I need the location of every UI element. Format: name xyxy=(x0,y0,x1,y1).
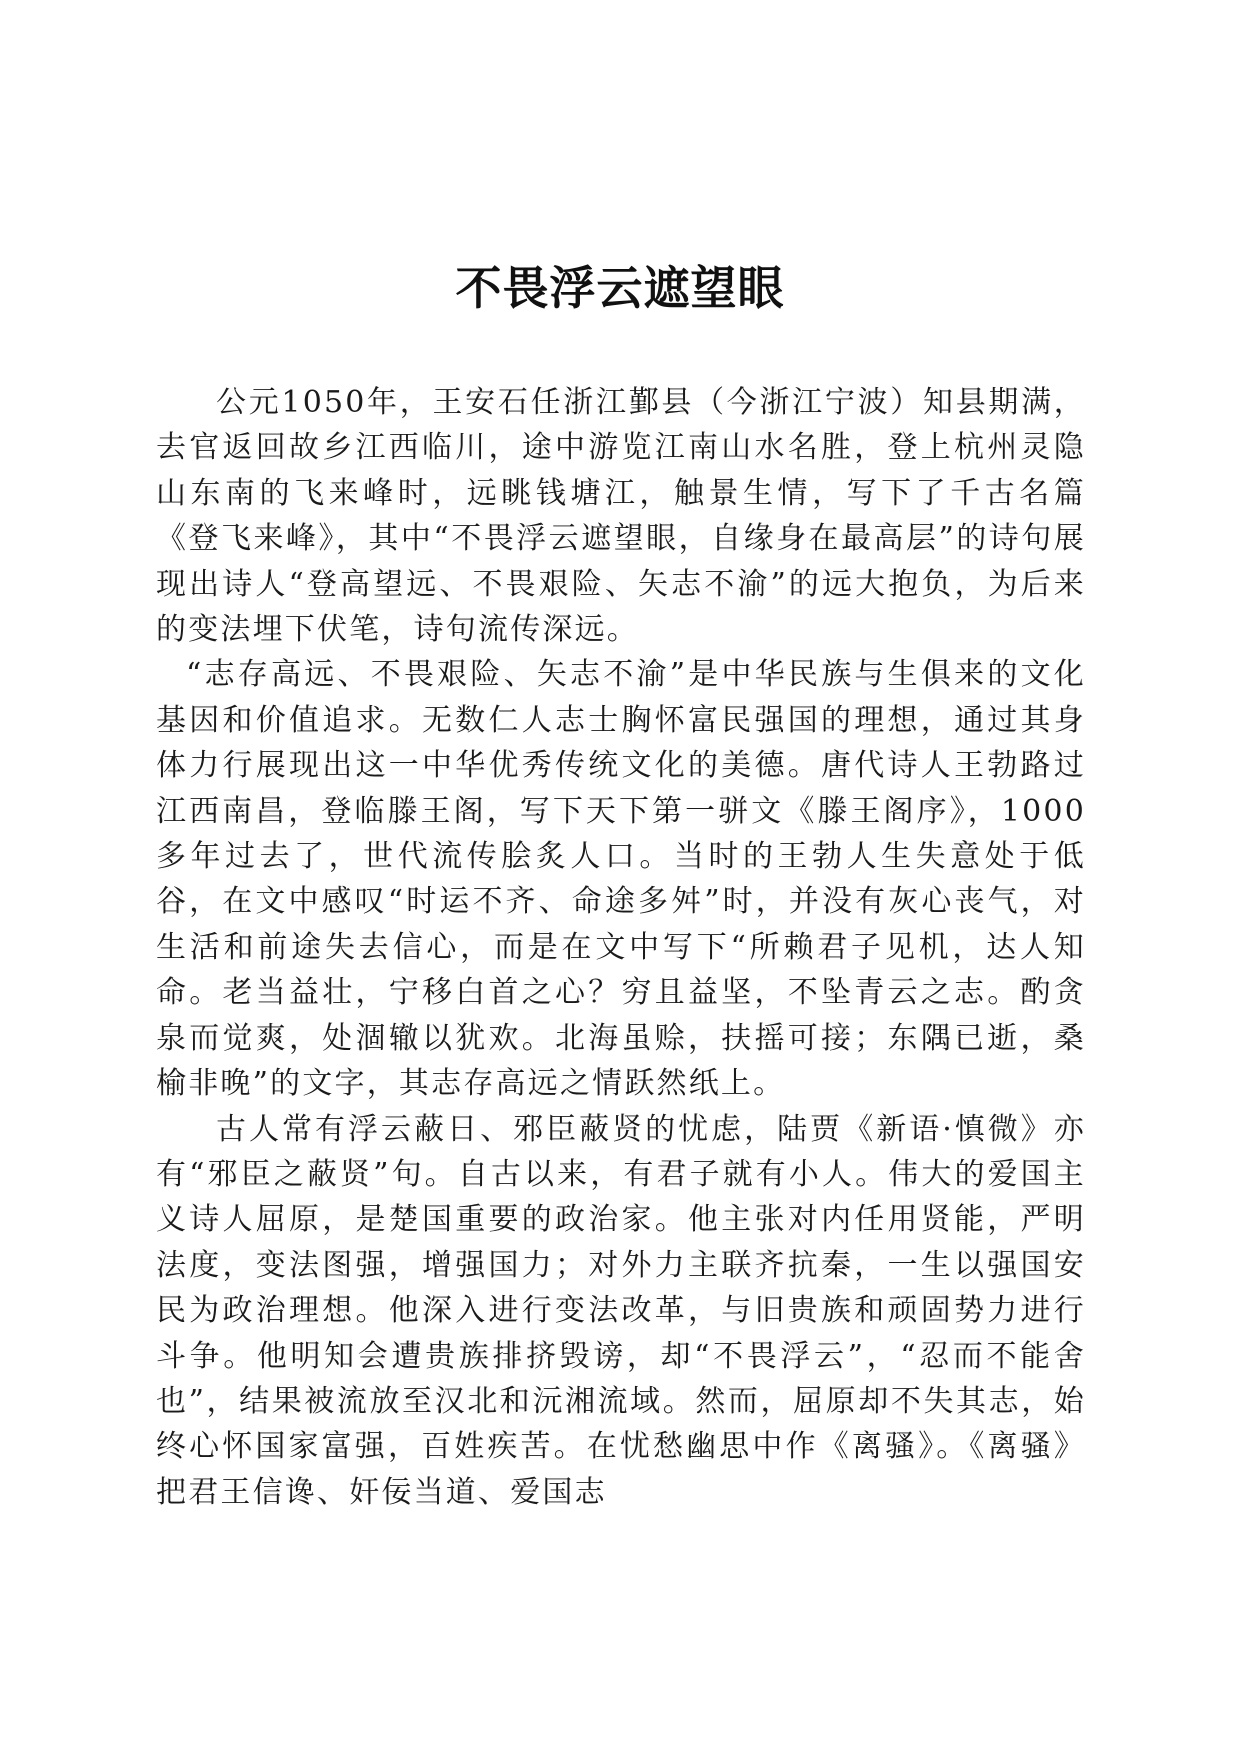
document-body xyxy=(156,380,1086,1515)
document-title: 不畏浮云遮望眼 xyxy=(455,261,785,315)
paragraph-3: 古人常有浮云蔽日、邪臣蔽贤的忧虑，陆贾《新语·慎微》亦有“邪臣之蔽贤”句。自古以来，有君子就有小人。伟大的爱国主义诗人屈原，是楚国重要的政治家。他主张对内任用贤能，严明法度，变法图强，增强国力；对外力主联齐抗秦，一生以强国安民为政治理想。他深入进行变法改革，与旧贵族和顽固势力进行斗争。他明知会遭贵族排挤毁谤，却“不畏浮云”，“忍而不能舍也”，结果被流放至汉北和沅湘流域。然而，屈原却不失其志，始终心怀国家富强，百姓疾苦。在忧愁幽思中作《离骚》。《离骚》把君王信谗、奸佞当道、爱国志 xyxy=(156,1111,1086,1510)
paragraph-2: “志存高远、不畏艰险、矢志不渝”是中华民族与生俱来的文化基因和价值追求。无数仁人志士胸怀富民强国的理想，通过其身体力行展现出这一中华优秀传统文化的美德。唐代诗人王勃路过江西南昌，登临滕王阁，写下天下第一骈文《滕王阁序》，1000多年过去了，世代流传脍炙人口。当时的王勃人生失意处于低谷，在文中感叹“时运不齐、命途多舛”时，并没有灰心丧气，对生活和前途失去信心，而是在文中写下“所赖君子见机，达人知命。老当益壮，宁移白首之心？穷且益坚，不坠青云之志。酌贪泉而觉爽，处涸辙以犹欢。北海虽赊，扶摇可接；东隅已逝，桑榆非晚”的文字，其志存高远之情跃然纸上。 xyxy=(156,657,1086,1102)
paragraph-1: 公元1050年，王安石任浙江鄞县（今浙江宁波）知县期满，去官返回故乡江西临川，途中游览江南山水名胜，登上杭州灵隐山东南的飞来峰时，远眺钱塘江，触景生情，写下了千古名篇《登飞来峰》，其中“不畏浮云遮望眼，自缘身在最高层”的诗句展现出诗人“登高望远、不畏艰险、矢志不渝”的远大抱负，为后来的变法埋下伏笔，诗句流传深远。 xyxy=(156,385,1086,648)
